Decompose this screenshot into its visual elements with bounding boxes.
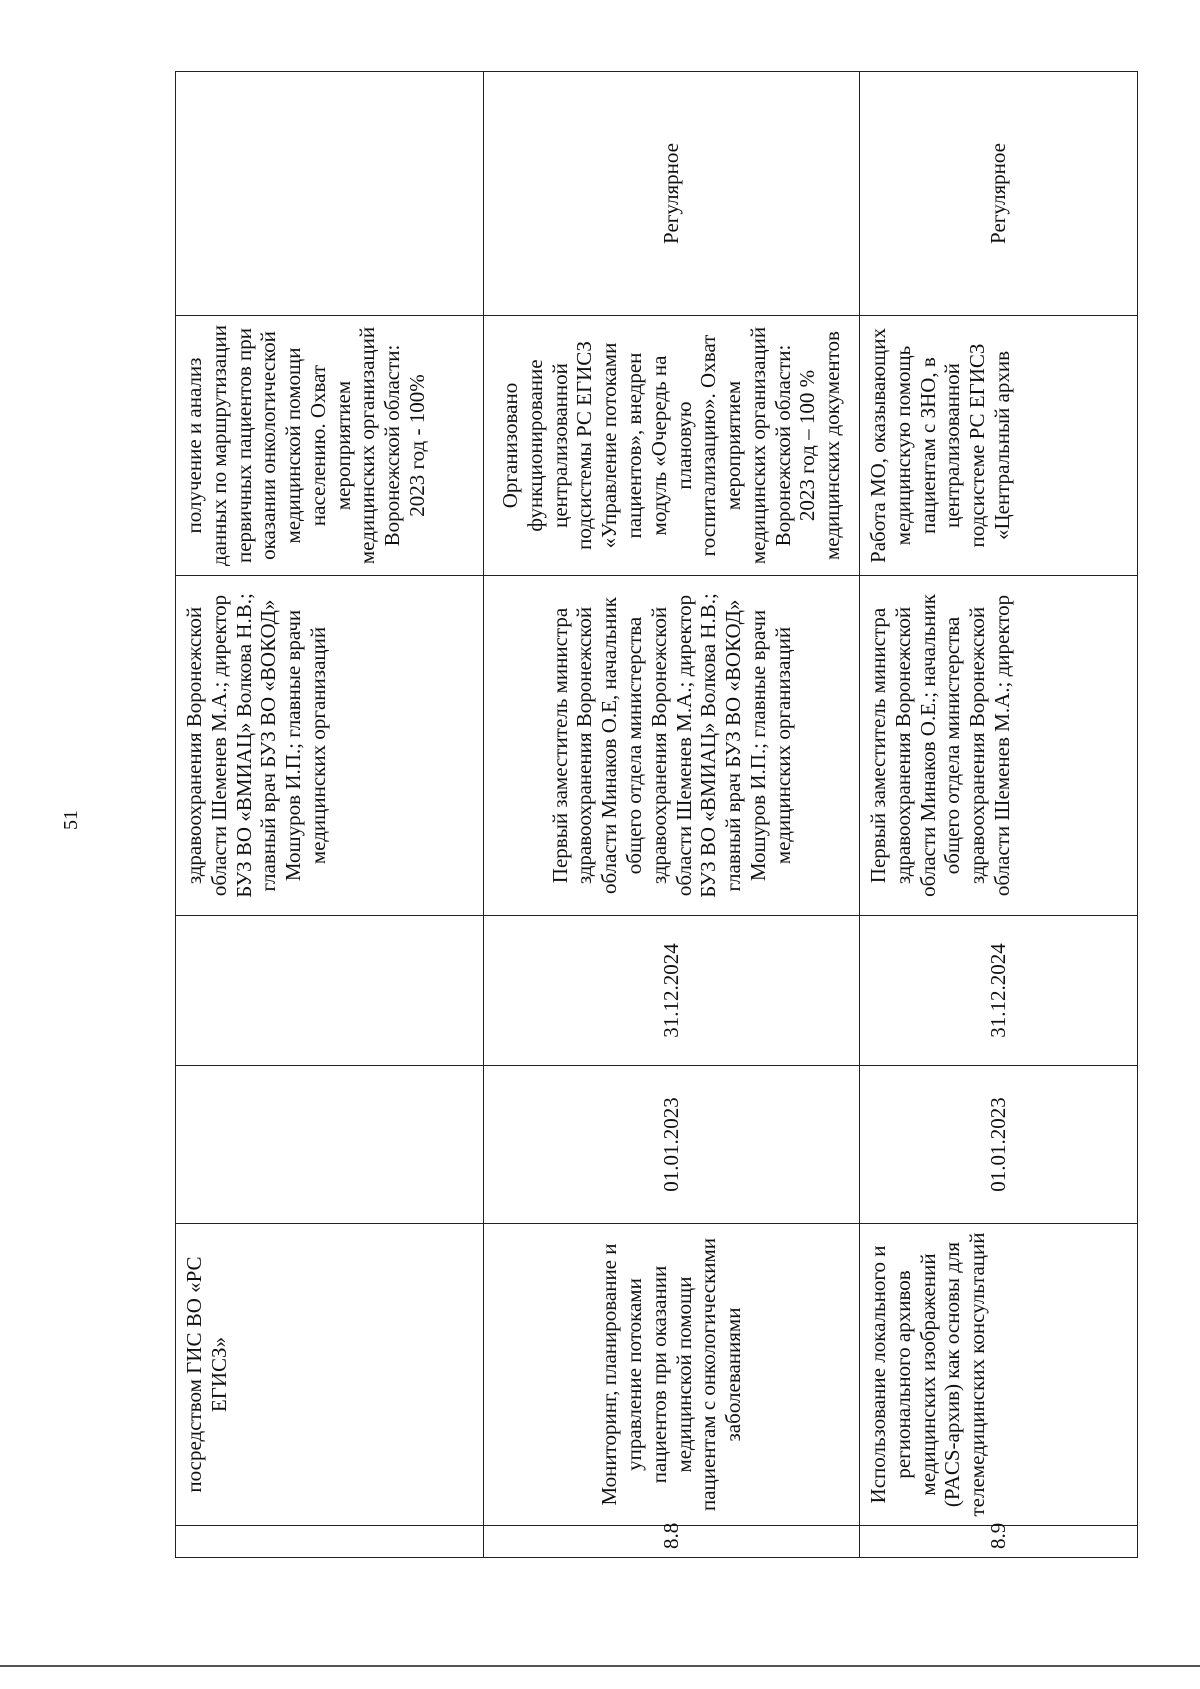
start-date-cell: 01.01.2023	[860, 1066, 1138, 1224]
end-date-cell: 31.12.2024	[484, 916, 860, 1066]
page-number: 51	[60, 810, 82, 830]
rotated-table-wrapper	[175, 72, 1137, 1558]
result-cell: Организовано функционирование централизованной подсистемы РС ЕГИСЗ «Управление потоками пациентов», внедрен модуль «Очередь на плановую госпитализацию». Охват мероприятием медицинских организаций Воронежской области: 2023 год – 100 % медицинских документов	[484, 316, 860, 576]
scan-edge-line	[0, 1665, 1200, 1667]
result-cell: Работа МО, оказывающих медицинскую помощь пациентам с ЗНО, в централизованной подсистеме РС ЕГИСЗ «Центральный архив	[860, 316, 1138, 576]
end-date-cell	[176, 916, 484, 1066]
table-frame	[175, 72, 1137, 1558]
row-number: 8.9	[860, 1526, 1138, 1558]
responsible-cell: здравоохранения Воронежской области Шеменев М.А.; директор БУЗ ВО «ВМИАЦ» Волкова Н.В.; главный врач БУЗ ВО «ВОКОД» Мошуров И.П.; главные врачи медицинских организаций	[176, 576, 484, 916]
event-cell: посредством ГИС ВО «РС ЕГИСЗ»	[176, 1224, 484, 1526]
start-date-cell	[176, 1066, 484, 1224]
responsible-cell: Первый заместитель министра здравоохранения Воронежской области Минаков О.Е, начальник общего отдела министерства здравоохранения Воронежской области Шеменев М.А.; директор БУЗ ВО «ВМИАЦ» Волкова Н.В.; главный врач БУЗ ВО «ВОКОД» Мошуров И.П.; главные врачи медицинских организаций	[484, 576, 860, 916]
table-row	[484, 72, 860, 1558]
row-number: 8.8	[484, 1526, 860, 1558]
responsible-cell: Первый заместитель министра здравоохранения Воронежской области Минаков О.Е.; начальник общего отдела министерства здравоохранения Воронежской области Шеменев М.А.; директор	[860, 576, 1138, 916]
row-number	[176, 1526, 484, 1558]
result-cell: получение и анализ данных по маршрутизации первичных пациентов при оказании онкологической медицинской помощи населению. Охват мероприятием медицинских организаций Воронежской области: 2023 год - 100%	[176, 316, 484, 576]
table-row	[860, 72, 1138, 1558]
type-cell: Регулярное	[484, 72, 860, 316]
start-date-cell: 01.01.2023	[484, 1066, 860, 1224]
event-cell: Мониторинг, планирование и управление потоками пациентов при оказании медицинской помощи пациентам с онкологическими заболеваниями	[484, 1224, 860, 1526]
plan-table	[175, 71, 1138, 1558]
type-cell	[176, 72, 484, 316]
type-cell: Регулярное	[860, 72, 1138, 316]
end-date-cell: 31.12.2024	[860, 916, 1138, 1066]
event-cell: Использование локального и регионального архивов медицинских изображений (PACS-архив) как основы для телемедицинских консультаций	[860, 1224, 1138, 1526]
table-row	[176, 72, 484, 1558]
